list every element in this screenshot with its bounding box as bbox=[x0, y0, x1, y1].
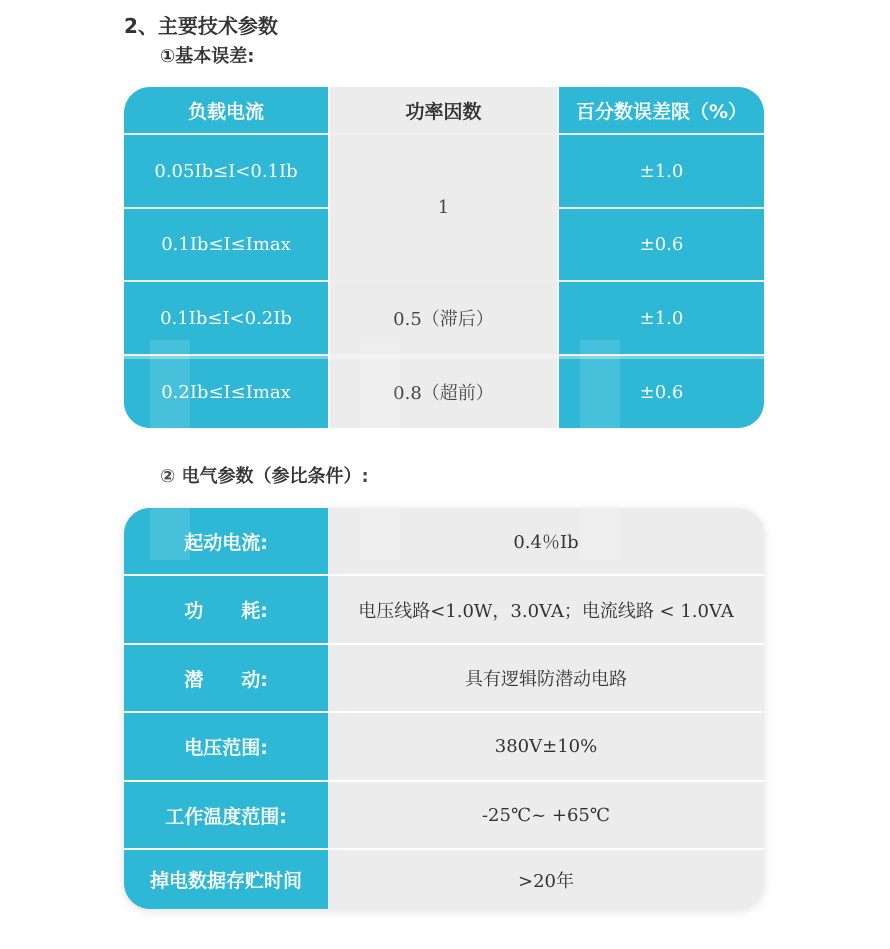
header-load-current: 负载电流 bbox=[124, 87, 328, 133]
table-cell-error: ±1.0 bbox=[559, 282, 764, 354]
param-label: 电压范围: bbox=[124, 713, 328, 780]
electrical-params-table bbox=[124, 508, 764, 909]
param-label: 潜 动: bbox=[124, 645, 328, 711]
param-label: 功 耗: bbox=[124, 576, 328, 643]
param-label: 工作温度范围: bbox=[124, 782, 328, 848]
table-cell-power-factor: 1 bbox=[328, 135, 559, 280]
param-value: 0.4％Ib bbox=[513, 532, 579, 553]
basic-error-title: ①基本误差: bbox=[160, 46, 255, 67]
table-cell-current: 0.1Ib≤I<0.2Ib bbox=[124, 282, 328, 354]
header-error-limit: 百分数误差限（%） bbox=[559, 87, 764, 133]
param-value: 380V±10% bbox=[494, 736, 598, 757]
param-value: >20年 bbox=[518, 870, 574, 892]
param-label: 掉电数据存贮时间 bbox=[124, 850, 328, 909]
table-cell-power-factor: 0.5（滞后） bbox=[328, 282, 559, 354]
basic-error-table bbox=[124, 87, 764, 428]
electrical-params-title: ② 电气参数（参比条件）: bbox=[160, 466, 369, 487]
header-power-factor: 功率因数 bbox=[328, 87, 559, 133]
param-label: 起动电流: bbox=[124, 508, 328, 574]
column-divider bbox=[328, 87, 330, 428]
table-cell-error: ±0.6 bbox=[559, 356, 764, 428]
param-value: 电压线路<1.0W，3.0VA；电流线路 < 1.0VA bbox=[358, 600, 734, 622]
param-value: 具有逻辑防潜动电路 bbox=[465, 669, 627, 690]
table-cell-current: 0.1Ib≤I≤Imax bbox=[124, 209, 328, 280]
table-cell-power-factor: 0.8（超前） bbox=[328, 356, 559, 428]
table-cell-current: 0.05Ib≤I<0.1Ib bbox=[124, 135, 328, 207]
column-divider bbox=[557, 87, 559, 428]
section-title: 2、主要技术参数 bbox=[124, 14, 278, 38]
table-cell-current: 0.2Ib≤I≤Imax bbox=[124, 356, 328, 428]
table-cell-error: ±0.6 bbox=[559, 209, 764, 280]
param-value: -25℃~ +65℃ bbox=[481, 804, 611, 826]
table-cell-error: ±1.0 bbox=[559, 135, 764, 207]
